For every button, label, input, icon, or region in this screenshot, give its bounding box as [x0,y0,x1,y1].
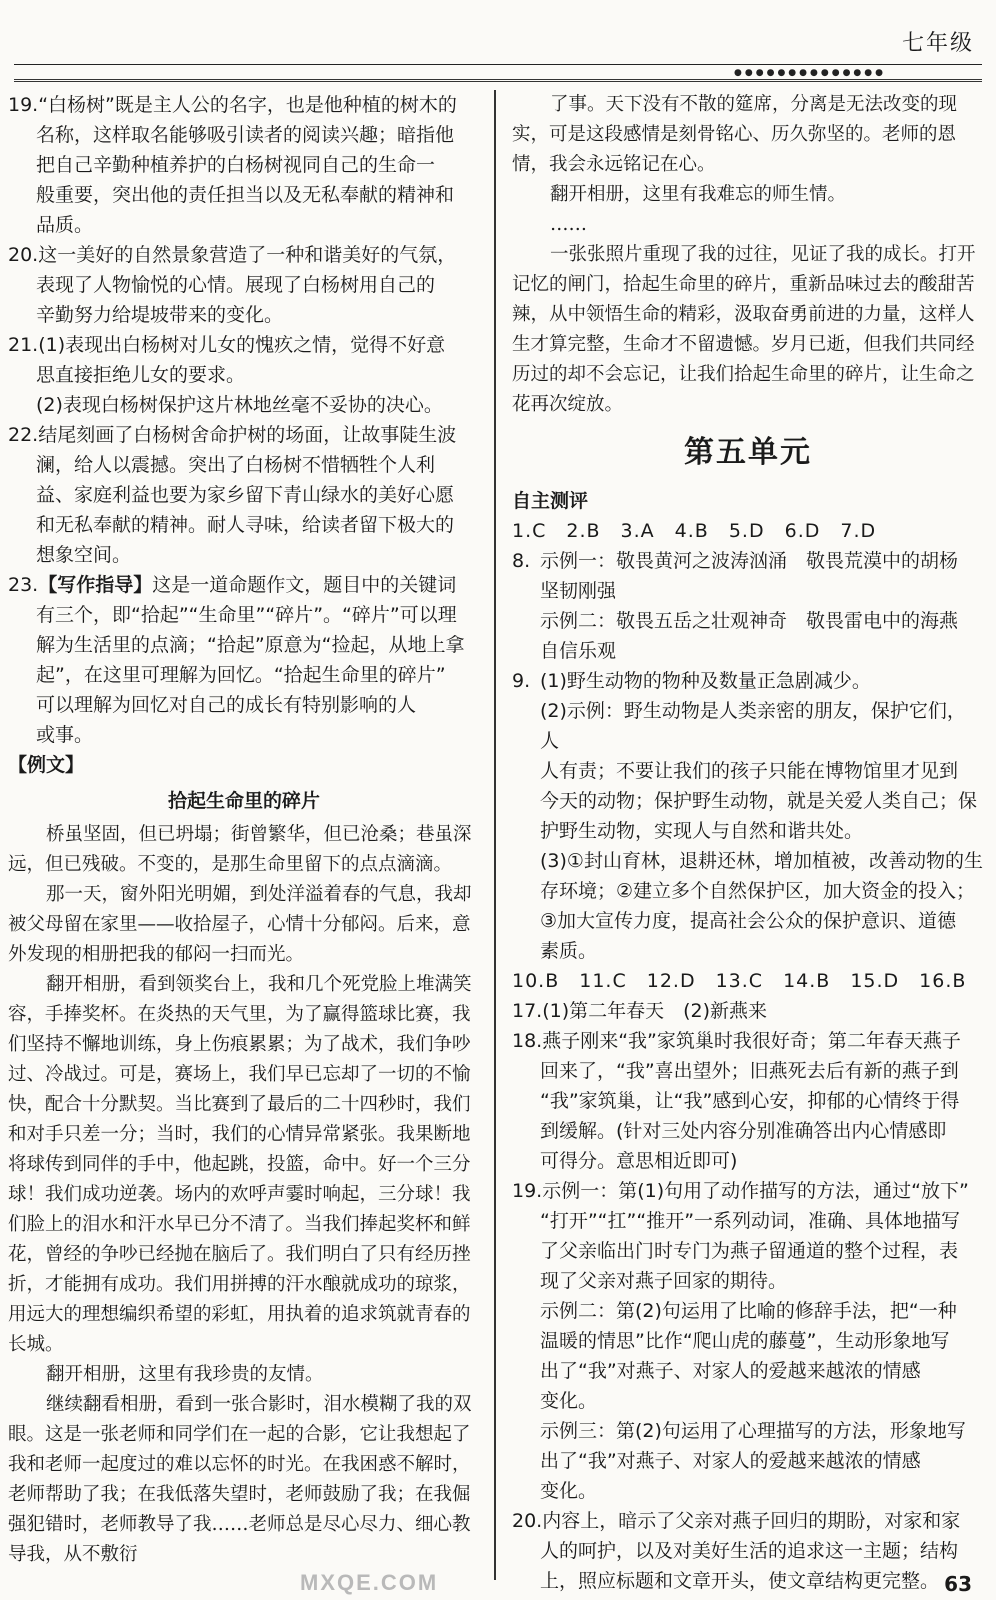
answer-line: 人有责；不要让我们的孩子只能在博物馆里才见到 [540,760,959,782]
answer-line [8,90,480,120]
answer-number: 21. [8,334,39,356]
answer-text: 燕子刚来“我”家筑巢时我很好奇；第二年春天燕子 [542,1030,961,1052]
answer-text: 内容上，暗示了父亲对燕子回归的期盼，对家和家 [542,1510,961,1532]
writing-guide-tag: 【写作指导】 [38,574,153,596]
essay-paragraph: 继续翻看相册，看到一张合影时，泪水模糊了我的双眼。这是一张老师和同学们在一起的合影，它让我想起了我和老师一起度过的难以忘怀的时光。在我困惑不解时，老师帮助了我；在我低落失望时，老师鼓励了我；在我倔强犯错时，老师教导了我……老师总是尽心尽力、细心教导我，从不敷衍 [8,1394,472,1565]
answer-number: 9. [512,670,531,692]
answer-line: 人的呵护，以及对美好生活的追求这一主题；结构 [540,1540,959,1562]
watermark: MXQE.COM [300,1570,439,1595]
answer-line: 名称，这样取名能够吸引读者的阅读兴趣；暗指他 [36,124,455,146]
answer-number: 18. [512,1030,543,1052]
answer-17-num: 17. [512,1000,543,1022]
answer-23 [8,570,480,750]
answer-line: 变化。 [540,1480,598,1502]
answer-line: 温暖的情思”比作“爬山虎的藤蔓”，生动形象地写 [540,1330,950,1352]
answer-line: 或事。 [36,724,94,746]
answer-line: 和无私奉献的精神。耐人寻味，给读者留下极大的 [36,514,455,536]
answer-22 [8,420,480,570]
answer-line: (2)示例：野生动物是人类亲密的朋友，保护它们，人 [540,700,966,752]
page-number: 63 [944,1572,972,1596]
answer-line: 般重要，突出他的责任担当以及无私奉献的精神和 [36,184,455,206]
essay-continued [512,90,984,420]
answer-line: ③加大宣传力度，提高社会公众的保护意识、道德 [540,910,957,932]
answer-line: 素质。 [540,940,598,962]
answer-line: “打开”“扛”“推开”一系列动词，准确、具体地描写 [540,1210,961,1232]
answer-line: 今天的动物；保护野生动物，就是关爱人类自己；保 [540,790,978,812]
answer-line: 把自己辛勤种植养护的白杨树视同自己的生命一 [36,154,436,176]
answer-line: (3)①封山育林，退耕还林，增加植被，改善动物的生 [540,850,983,872]
answer-number: 20. [512,1510,543,1532]
answer-line: 示例三：第(2)句运用了心理描写的方法，形象地写 [540,1420,966,1442]
answer-line: 了父亲临出门时专门为燕子留通道的整个过程，表 [540,1240,959,1262]
answers-10-16: 10.B 11.C 12.D 13.C 14.B 15.D 16.B [512,970,967,992]
answer-line: 示例二：敬畏五岳之壮观神奇 敬畏雷电中的海燕 [540,610,959,632]
answer-text: 结尾刻画了白杨树舍命护树的场面，让故事陡生波 [38,424,457,446]
answer-line: 上，照应标题和文章开头，使文章结构更完整。 [540,1570,940,1592]
answer-number: 19. [512,1180,543,1202]
answer-line: (2)表现白杨树保护这片林地丝毫不妥协的决心。 [36,394,443,416]
answer-line: 起”，在这里可理解为回忆。“拾起生命里的碎片” [36,664,446,686]
answer-line: 自信乐观 [540,640,617,662]
essay-paragraph: 翻开相册，这里有我珍贵的友情。 [46,1364,324,1385]
column-divider [494,90,496,1580]
answer-17-text: (1)第二年春天 (2)新燕来 [542,1000,768,1022]
answer-line: 存环境；②建立多个自然保护区，加大资金的投入； [540,880,976,902]
answer-line [8,570,480,600]
answer-20 [8,240,480,330]
answer-19 [8,90,480,240]
answers-1-7: 1.C 2.B 3.A 4.B 5.D 6.D 7.D [512,520,877,542]
answer-21 [8,330,480,420]
answer-line [8,240,480,270]
essay-paragraph: 桥虽坚固，但已坍塌；街曾繁华，但已沧桑；巷虽深远，但已残破。不变的，是那生命里留下的点点滴滴。 [8,824,472,875]
left-column [8,90,480,1570]
header-grade: 七年级 [901,31,974,56]
answer-number: 20. [8,244,39,266]
answer-line: 澜，给人以震撼。突出了白杨树不惜牺牲个人利 [36,454,436,476]
answer-line: 护野生动物，实现人与自然和谐共处。 [540,820,864,842]
answer-line: 到缓解。(针对三处内容分别准确答出内心情感即 [540,1120,947,1142]
answer-text: “白杨树”既是主人公的名字，也是他种植的树木的 [38,94,457,116]
answer-line [512,1026,984,1056]
section-title: 自主测评 [512,490,589,512]
answer-number: 22. [8,424,39,446]
answer-line: 表现了人物愉悦的心情。展现了白杨树用自己的 [36,274,436,296]
answer-line [512,666,984,696]
example-tag: 【例文】 [8,754,85,776]
answer-9 [512,666,984,966]
answer-text: 示例一：敬畏黄河之波涛汹涌 敬畏荒漠中的胡杨 [540,550,959,572]
answer-19-right [512,1176,984,1506]
essay-paragraph: 翻开相册，这里有我难忘的师生情。 [550,184,847,205]
essay-paragraph: …… [550,214,587,235]
answer-line: 品质。 [36,214,94,236]
answer-number: 8. [512,550,531,572]
answer-line: 辛勤努力给堤坡带来的变化。 [36,304,284,326]
essay-paragraph: 那一天，窗外阳光明媚，到处洋溢着春的气息，我却被父母留在家里——收拾屋子，心情十分郁闷。后来，意外发现的相册把我的郁闷一扫而光。 [8,884,472,965]
answer-line [512,1506,984,1536]
header-dots: ●●●●●●●●●●●●●● [734,68,886,78]
answer-text: 这是一道命题作文，题目中的关键词 [152,574,457,596]
answer-line: 出了“我”对燕子、对家人的爱越来越浓的情感 [540,1450,921,1472]
essay-paragraph: 了事。天下没有不散的筵席，分离是无法改变的现实，可是这段感情是刻骨铭心、历久弥坚的。老师的恩情，我会永远铭记在心。 [512,94,958,175]
answer-line [8,330,480,360]
essay-title: 拾起生命里的碎片 [167,790,320,812]
answer-line: 现了父亲对燕子回家的期待。 [540,1270,788,1292]
right-column [512,90,984,1596]
answer-line: 想象空间。 [36,544,132,566]
answer-line [8,420,480,450]
answer-line: 出了“我”对燕子、对家人的爱越来越浓的情感 [540,1360,921,1382]
essay-body [8,820,480,1570]
essay-paragraph: 翻开相册，看到领奖台上，我和几个死党脸上堆满笑容，手捧奖杯。在炎热的天气里，为了赢得篮球比赛，我们坚持不懈地训练，身上伤痕累累；为了战术，我们争吵过、冷战过。可是，赛场上，我们早已忘却了一切的不愉快，配合十分默契。当比赛到了最后的二十四秒时，我们和对手只差一分；当时，我们的心情异常紧张。我果断地将球传到同伴的手中，他起跳，投篮，命中。好一个三分球！我们成功逆袭。场内的欢呼声霎时响起，三分球！我们脸上的泪水和汗水早已分不清了。当我们捧起奖杯和鲜花，曾经的争吵已经抛在脑后了。我们明白了只有经历挫折，才能拥有成功。我们用拼搏的汗水酿就成功的琼浆，用远大的理想编织希望的彩虹，用执着的追求筑就青春的长城。 [8,974,472,1355]
answer-text: (1)野生动物的物种及数量正急剧减少。 [540,670,871,692]
answer-line: 可以理解为回忆对自己的成长有特别影响的人 [36,694,417,716]
answer-line: 坚韧刚强 [540,580,617,602]
answer-line: 示例二：第(2)句运用了比喻的修辞手法，把“一种 [540,1300,957,1322]
answer-number: 19. [8,94,39,116]
answer-line: 变化。 [540,1390,598,1412]
unit-title: 第五单元 [684,435,812,470]
answer-line: 有三个，即“拾起”“生命里”“碎片”。“碎片”可以理 [36,604,457,626]
answer-line: “我”家筑巢，让“我”感到心安，抑郁的心情终于得 [540,1090,960,1112]
answer-text: 示例一：第(1)句用了动作描写的方法，通过“放下” [542,1180,969,1202]
answer-text: (1)表现出白杨树对儿女的愧疚之情，觉得不好意 [38,334,446,356]
answer-17 [512,996,984,1026]
answer-18 [512,1026,984,1176]
answer-line [512,1176,984,1206]
answer-line: 可得分。意思相近即可) [540,1150,738,1172]
answer-text: 这一美好的自然景象营造了一种和谐美好的气氛， [38,244,457,266]
answer-line [512,546,984,576]
answer-20-right [512,1506,984,1596]
answer-number: 23. [8,574,39,596]
answer-8 [512,546,984,666]
answer-line: 思直接拒绝儿女的要求。 [36,364,246,386]
answer-line: 解为生活里的点滴；“拾起”原意为“捡起，从地上拿 [36,634,465,656]
essay-paragraph: 一张张照片重现了我的过往，见证了我的成长。打开记忆的闸门，拾起生命里的碎片，重新品味过去的酸甜苦辣，从中领悟生命的精彩，汲取奋勇前进的力量，这样人生才算完整，生命才不留遗憾。岁月已逝，但我们共同经历过的却不会忘记，让我们拾起生命里的碎片，让生命之花再次绽放。 [512,244,976,415]
answer-line: 益、家庭利益也要为家乡留下青山绿水的美好心愿 [36,484,455,506]
answer-line: 回来了，“我”喜出望外；旧燕死去后有新的燕子到 [540,1060,959,1082]
